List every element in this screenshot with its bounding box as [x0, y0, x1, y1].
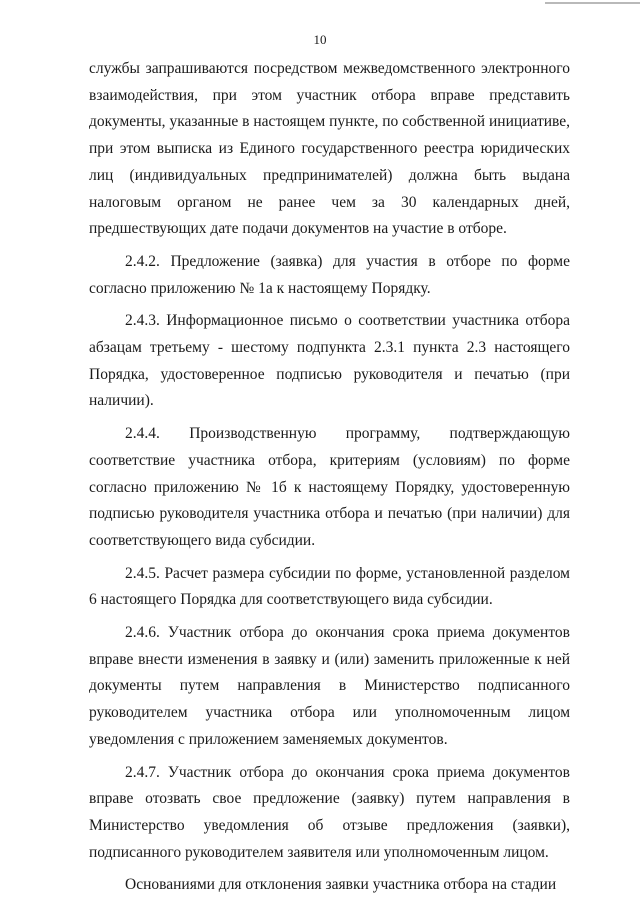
- paragraph-2-4-7: 2.4.7. Участник отбора до окончания срока приема документов вправе отозвать свое предложение (заявку) путем направления в Министерство уведомления об отзыве предложения (заявки), подписанного руководителем заявителя или уполномоченным лицом.: [89, 763, 570, 861]
- paragraph-2-4-6: 2.4.6. Участник отбора до окончания срока приема документов вправе внести изменения в заявку и (или) заменить приложенные к ней документы путем направления в Министерство подписанного руководителем участника отбора или уполномоченным лицом уведомления с приложением заменяемых документов.: [89, 624, 570, 748]
- paragraph-2-4-2: 2.4.2. Предложение (заявка) для участия в отборе по форме согласно приложению № 1а к настоящему Порядку.: [89, 252, 570, 297]
- scan-edge-mark: [545, 2, 640, 4]
- paragraph-2-4-5: 2.4.5. Расчет размера субсидии по форме, установленной разделом 6 настоящего Порядка для соответствующего вида субсидии.: [89, 564, 570, 609]
- paragraph-continuation: службы запрашиваются посредством межведомственного электронного взаимодействия, при этом участник отбора вправе представить документы, указанные в настоящем пункте, по собственной инициативе, при этом выписка из Единого государственного реестра юридических лиц (индивидуальных предпринимателей) должна быть выдана налоговым органом не ранее чем за 30 календарных дней, предшествующих дате подачи документов на участие в отборе.: [89, 60, 570, 238]
- paragraph-rejection-grounds: Основаниями для отклонения заявки участника отбора на стадии: [125, 876, 557, 894]
- document-body: [89, 56, 570, 905]
- page-number: 10: [313, 32, 327, 47]
- paragraph-2-4-4: 2.4.4. Производственную программу, подтверждающую соответствие участника отбора, критериям (условиям) по форме согласно приложению № 1б к настоящему Порядку, удостоверенную подписью руководителя участника отбора и печатью (при наличии) для соответствующего вида субсидии.: [89, 425, 570, 549]
- paragraph-2-4-3: 2.4.3. Информационное письмо о соответствии участника отбора абзацам третьему - шестому подпункта 2.3.1 пункта 2.3 настоящего Порядка, удостоверенное подписью руководителя и печатью (при наличии).: [89, 312, 570, 410]
